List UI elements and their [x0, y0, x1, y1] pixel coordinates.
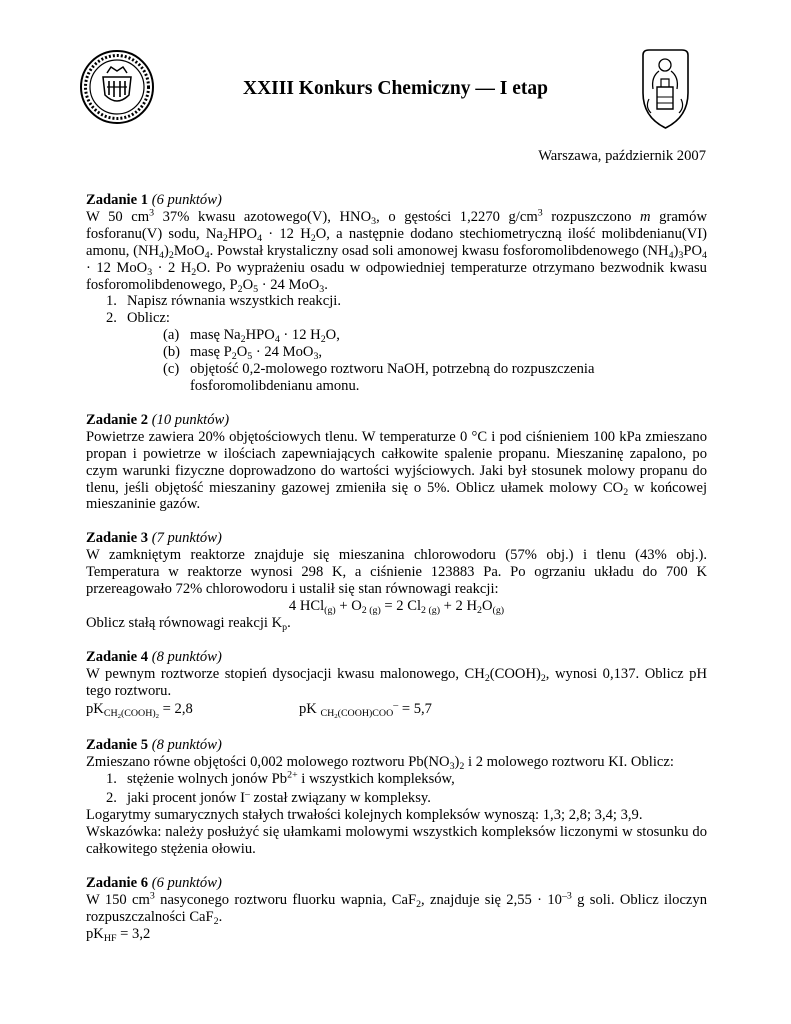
- task-2: [86, 412, 707, 513]
- task-heading: Zadanie 5 (8 punktów): [86, 737, 222, 754]
- numbered-list: [86, 771, 707, 807]
- task-text: Logarytmy sumarycznych stałych trwałości kolejnych kompleksów wynoszą: 1,3; 2,8; 3,4; 3,9.: [86, 807, 643, 824]
- dateline: Warszawa, październik 2007: [538, 148, 706, 164]
- list-item: 1. stężenie wolnych jonów $Pb^{2+}$ i wszystkich kompleksów,: [106, 769, 455, 788]
- task-text: W 150 $cm^3$ nasyconego roztworu fluorku wapnia, CaF$_2$, znajduje się $2,55 \cdot 10^{-3}$ g soli. Oblicz iloczyn rozpuszczalności CaF$_2$.: [86, 890, 708, 927]
- document-body: [86, 192, 707, 959]
- task-5: [86, 737, 707, 857]
- page-title: XXIII Konkurs Chemiczny — I etap: [243, 78, 548, 99]
- numbered-list: [86, 293, 707, 394]
- sub-list-item: (a) masę $Na_2HPO_4 \cdot 12$ $H_2O$,: [163, 327, 340, 346]
- task-heading: Zadanie 1 (6 punktów): [86, 192, 222, 208]
- task-heading: Zadanie 6 (6 punktów): [86, 874, 222, 891]
- task-heading: Zadanie 4 (8 punktów): [86, 648, 222, 665]
- pk-values: [86, 701, 707, 720]
- sub-list-item: (b) masę $P_2O_5 \cdot 24$ MoO$_3$,: [163, 344, 323, 363]
- task-text: W 50 $cm^3$ 37% kwasu azotowego(V), $HNO_3$, o gęstości 1,2270 $g/cm^3$ rozpuszczono m gramów fosforanu(V) sodu, $Na_2HPO_4 \cdot 12$ $H_2O$, a następnie dodano stechiometryczną ilość molibdenianu(VI) amonu, $(NH_4)_2MoO_4$. Powstał krystaliczny osad soli amonowej kwasu fosforomolibdenowego $(NH_4)_3PO_4 \cdot 12$ MoO$_3$ · 2 $H_2O$. Po wyprażeniu osadu w odpowiedniej temperaturze otrzymano bezwodnik kwasu fosforomolibdenowego, $P_2O_5 \cdot 24$ MoO$_3$.: [86, 207, 707, 295]
- task-1: [86, 192, 707, 395]
- list-item: 2. Oblicz: (a) masę $Na_2HPO_4 \cdot 12$ $H_2O$, (b) masę $P_2O_5 \cdot 24$ MoO$_3$, (c) objętość 0,2-molowego roztworu NaOH, potrzebną do rozpuszczenia fosforomolibdenianu amonu.: [86, 310, 707, 395]
- hint-text: Wskazówka: należy posłużyć się ułamkami molowymi wszystkich kompleksów liczonymi w stosunku do całkowitego stężenia ołowiu.: [86, 824, 707, 857]
- task-3: [86, 530, 707, 631]
- list-item: 2. jaki procent jonów I– został związany w kompleksy.: [106, 788, 431, 807]
- list-item: 1. Napisz równania wszystkich reakcji.: [106, 293, 341, 310]
- reaction-equation: 4 $HCl_{(g)} + O_{2 (g)} = 2$ $Cl_{2 (g)} + 2$ $H_2O_{(g)}$: [288, 597, 505, 616]
- task-heading: Zadanie 3 (7 punktów): [86, 530, 222, 547]
- task-6: [86, 875, 707, 943]
- task-text: W zamkniętym reaktorze znajduje się mieszanina chlorowodoru (57% obj.) i tlenu (43% obj.). Temperatura w reaktorze wynosi 298 K, a ciśnienie 123883 Pa. Po ogrzaniu układu do 700 K przereagowało 72% chlorowodoru i ustalił się stan równowagi reakcji:: [86, 547, 707, 598]
- sub-list-item: (c) objętość 0,2-molowego roztworu NaOH, potrzebną do rozpuszczenia fosforomolibdenianu amonu.: [163, 361, 595, 394]
- task-text: Powietrze zawiera 20% objętościowych tlenu. W temperaturze 0 °C i pod ciśnieniem 100 kPa zmieszano propan i powietrze w ilościach zapewniających całkowite spalenie propanu. Mieszaninę zapalono, po czym warunki fizyczne doprowadzono do wartości wyjściowych. Jaki był stosunek molowy propanu do tlenu, jeśli objętość mieszaniny gazowej zmieniła się o 5%. Oblicz ułamek molowy $CO_2$ w końcowej mieszaninie gazów.: [86, 428, 707, 513]
- task-text: Oblicz stałą równowagi reakcji $K_p$.: [86, 614, 291, 633]
- pk1-value: $pK_{CH_2(COOH)_2} = 2,8$: [86, 701, 193, 721]
- pk-value: $pK_{HF} = 3,2$: [86, 925, 151, 944]
- sub-list: [127, 327, 707, 395]
- task-text: W pewnym roztworze stopień dysocjacji kwasu malonowego, $CH_2(COOH)_2$, wynosi 0,137. Oblicz pH tego roztworu.: [86, 665, 707, 699]
- task-text: Zmieszano równe objętości 0,002 molowego roztworu $Pb(NO_3)_2$ i 2 molowego roztworu KI. Oblicz:: [86, 754, 674, 773]
- task-heading: Zadanie 2 (10 punktów): [86, 411, 230, 428]
- pk2-value: pK $_{CH_2(COOH)COO}$– = 5,7: [299, 700, 432, 721]
- task-4: [86, 649, 707, 721]
